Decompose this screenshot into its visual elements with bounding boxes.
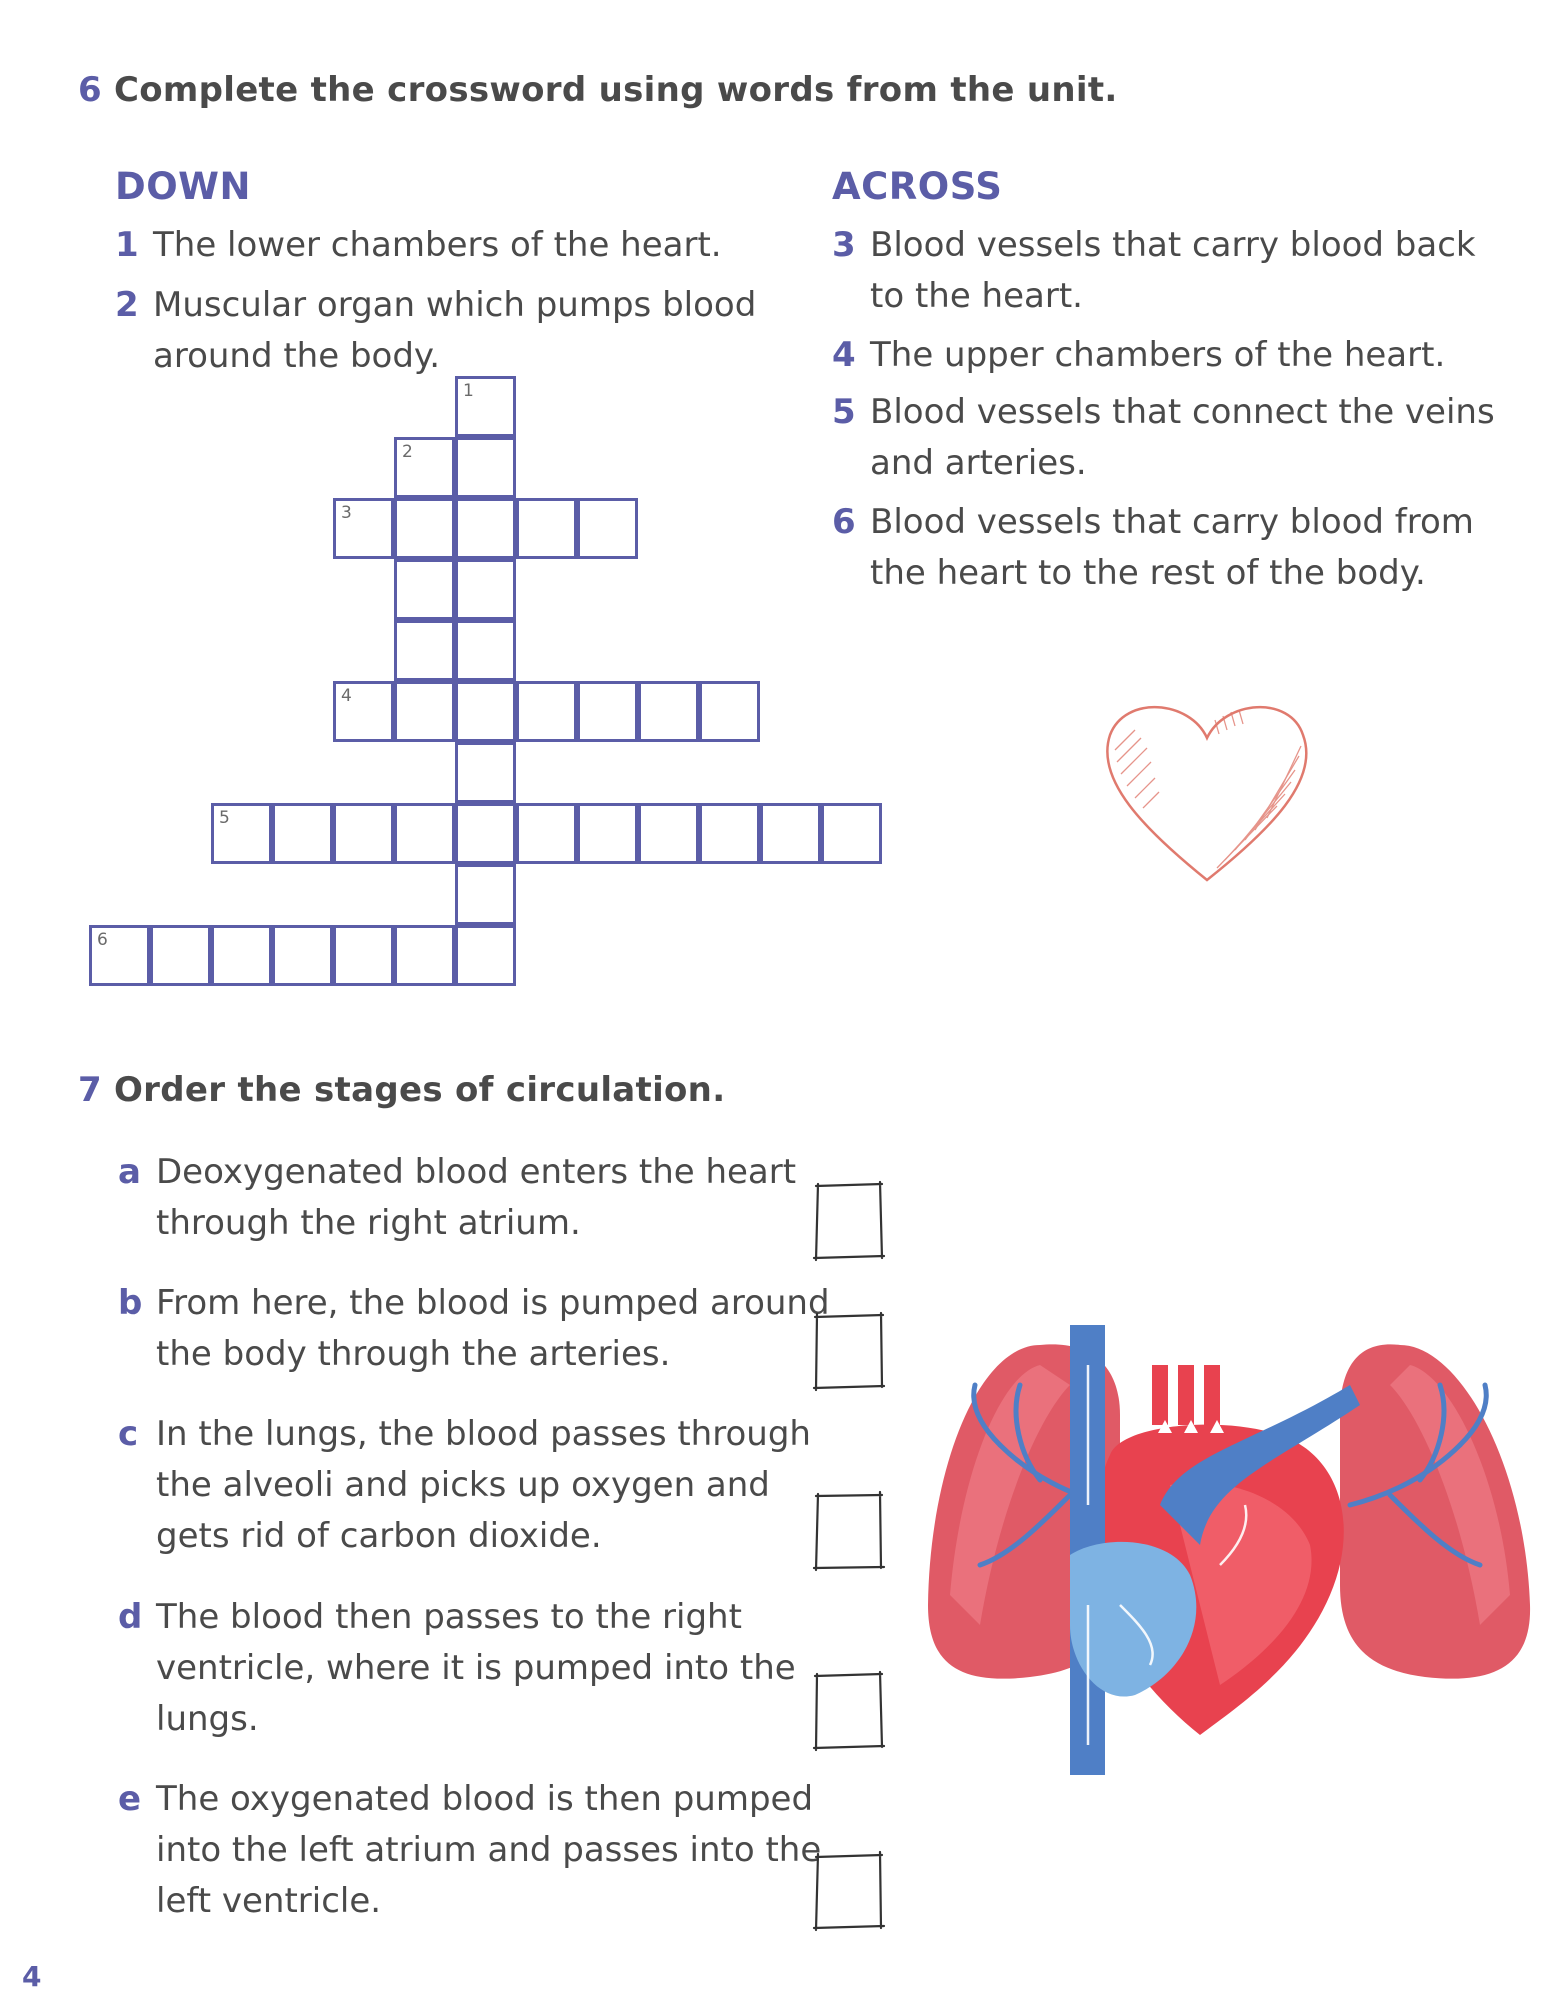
answer-box-b[interactable] [810,1310,886,1392]
stage-b [118,1278,836,1380]
crossword-cell[interactable] [455,559,516,620]
answer-box-c[interactable] [810,1490,886,1572]
crossword-cell[interactable] [699,803,760,864]
answer-box-a[interactable] [810,1180,886,1262]
crossword-cell[interactable] [333,803,394,864]
crossword-cell[interactable] [455,925,516,986]
heart-sketch-icon [1095,690,1320,890]
q7-number: 7 [78,1070,102,1110]
stage-letter: b [118,1283,143,1323]
stage-c [118,1409,836,1562]
crossword-clue-number: 1 [463,381,474,401]
crossword-cell[interactable] [455,681,516,742]
stage-e [118,1774,836,1927]
crossword-cell[interactable] [699,681,760,742]
crossword-cell[interactable] [211,803,272,864]
crossword-cell[interactable] [455,620,516,681]
across-clue-number: 4 [832,335,856,375]
crossword-cell[interactable] [394,925,455,986]
crossword-clue-number: 4 [341,686,352,706]
crossword-cell[interactable] [272,803,333,864]
across-clue-6 [832,497,1520,599]
across-clue-3 [832,220,1520,322]
down-clue-text: The lower chambers of the heart. [153,225,722,265]
across-clue-4 [832,330,1520,381]
q7-title [78,1070,725,1110]
stage-letter: c [118,1414,139,1454]
down-clue-number: 2 [115,285,139,325]
across-clue-text: Blood vessels that carry blood from the heart to the rest of the body. [870,502,1474,593]
crossword-cell[interactable] [394,437,455,498]
crossword-cell[interactable] [455,498,516,559]
crossword-cell[interactable] [455,864,516,925]
crossword-cell[interactable] [638,803,699,864]
crossword-cell[interactable] [211,925,272,986]
q6-title-text: Complete the crossword using words from the unit. [113,70,1118,110]
crossword-clue-number: 3 [341,503,352,523]
crossword-cell[interactable] [333,925,394,986]
crossword-cell[interactable] [394,498,455,559]
crossword-cell[interactable] [577,498,638,559]
stage-d [118,1592,836,1745]
across-heading: ACROSS [832,165,1003,208]
crossword-cell[interactable] [394,681,455,742]
stage-text: In the lungs, the blood passes through the alveoli and picks up oxygen and gets rid of carbon dioxide. [156,1414,811,1556]
page-number: 4 [22,1960,42,1993]
stage-letter: e [118,1779,142,1819]
crossword-cell[interactable] [516,498,577,559]
crossword-clue-number: 5 [219,808,230,828]
crossword-cell[interactable] [455,376,516,437]
crossword-cell[interactable] [150,925,211,986]
crossword-clue-number: 6 [97,930,108,950]
across-clue-text: Blood vessels that connect the veins and arteries. [870,392,1495,483]
stage-a [118,1147,836,1249]
q7-title-text: Order the stages of circulation. [113,1070,726,1110]
crossword-cell[interactable] [577,681,638,742]
stage-text: From here, the blood is pumped around the body through the arteries. [156,1283,830,1374]
heart-lungs-illustration [920,1305,1540,1805]
crossword-cell[interactable] [333,498,394,559]
crossword-cell[interactable] [455,803,516,864]
answer-box-e[interactable] [810,1850,886,1932]
crossword-cell[interactable] [333,681,394,742]
across-clue-number: 5 [832,392,856,432]
stage-letter: a [118,1152,141,1192]
stage-text: The oxygenated blood is then pumped into the left atrium and passes into the left ventricle. [156,1779,822,1921]
crossword-cell[interactable] [516,803,577,864]
stage-text: Deoxygenated blood enters the heart through the right atrium. [156,1152,797,1243]
crossword-cell[interactable] [821,803,882,864]
crossword-cell[interactable] [455,437,516,498]
crossword-cell[interactable] [455,742,516,803]
q6-number: 6 [78,70,102,110]
crossword-cell[interactable] [638,681,699,742]
answer-box-d[interactable] [810,1670,886,1752]
crossword-cell[interactable] [516,681,577,742]
down-clue-1 [115,220,793,271]
across-clue-text: The upper chambers of the heart. [870,335,1446,375]
crossword-cell[interactable] [394,620,455,681]
down-clue-2 [115,280,793,382]
q6-title [78,70,1118,110]
stage-text: The blood then passes to the right ventricle, where it is pumped into the lungs. [156,1597,796,1739]
across-clue-5 [832,387,1520,489]
across-clue-number: 6 [832,502,856,542]
crossword-cell[interactable] [394,559,455,620]
across-clue-text: Blood vessels that carry blood back to the heart. [870,225,1476,316]
down-clue-text: Muscular organ which pumps blood around the body. [153,285,757,376]
crossword-clue-number: 2 [402,442,413,462]
crossword-cell[interactable] [760,803,821,864]
crossword-cell[interactable] [272,925,333,986]
down-clue-number: 1 [115,225,139,265]
crossword-cell[interactable] [394,803,455,864]
crossword-cell[interactable] [577,803,638,864]
crossword-cell[interactable] [89,925,150,986]
down-heading: DOWN [115,165,251,208]
stage-letter: d [118,1597,143,1637]
across-clue-number: 3 [832,225,856,265]
